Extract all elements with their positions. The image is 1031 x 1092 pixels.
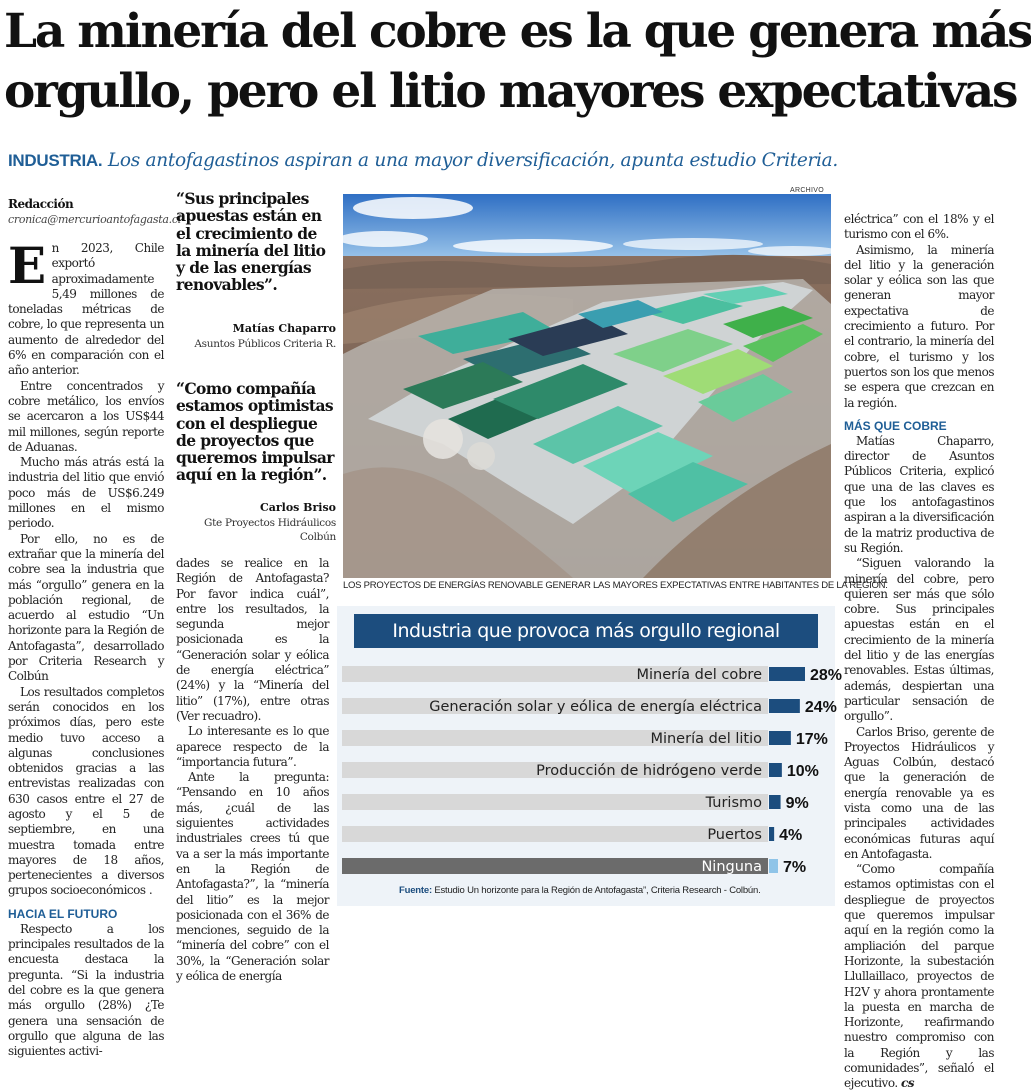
end-mark: cs [900, 1076, 915, 1091]
drop-cap: E [8, 236, 46, 295]
category-band [342, 826, 768, 842]
paragraph: “Siguen valorando la minería del cobre, pero quieren ser más que sólo cobre. Sus principales apuestas están en el crecimiento de la minería del litio y de las energías renovables. Estas últimas, además, despiertan una particular sensación de orgullo”. [844, 556, 994, 724]
section-heading: MÁS QUE COBRE [844, 418, 947, 433]
paragraph: Entre concentrados y cobre metálico, los envíos se acercaron a los US$44 mil millones, según reporte de Aduanas. [8, 378, 164, 454]
bar [769, 731, 791, 745]
data-label: 4% [779, 827, 803, 844]
data-label: 9% [785, 795, 809, 812]
bar [769, 795, 781, 809]
data-label: 7% [783, 859, 807, 876]
paragraph: dades se realice en la Región de Antofagasta? Por favor indica cuál”, entre los resultados, la segunda mejor posicionada es la “Generación solar y eólica de energía eléctrica” (24%) y la “Minería del litio” (17%), entre otras (Ver recuadro). [176, 556, 329, 723]
category-band [342, 794, 768, 810]
section-heading: HACIA EL FUTURO [8, 906, 118, 921]
pull-quote-2: “Como compañía estamos optimistas con el despliegue de proyectos que queremos impulsar aquí en la región”. [176, 379, 334, 485]
paragraph [8, 236, 164, 379]
pull-quote-2-role: Gte Proyectos Hidráulicos Colbún [204, 517, 336, 543]
byline-email[interactable]: cronica@mercurioantofagasta.cl [8, 213, 181, 226]
paragraph [844, 862, 994, 1091]
paragraph: Lo interesante es lo que aparece respecto de la “importancia futura”. [176, 724, 329, 769]
category-label: Turismo [705, 795, 762, 811]
paragraph: Carlos Briso, gerente de Proyectos Hidráulicos y Aguas Colbún, destacó que la generación de energía renovable ya es vista como una de las principales actividades económicas futuras aquí en Antofagasta. [844, 724, 994, 861]
column-1 [8, 197, 181, 1059]
headline-line-2: orgullo, pero el litio mayores expectativas [4, 64, 1017, 119]
paragraph: Los resultados completos serán conocidos en los próximos días, pero este medio tuvo acceso a algunas conclusiones obtenidos gracias a las entrevistas realizadas con 630 casos entre el 27 de agosto y el 5 de septiembre, en una muestra tomada entre mayores de 18 años, pertenecientes a diversos grupos socioeconómicos . [8, 684, 164, 898]
category-label: Puertos [707, 827, 762, 843]
data-label: 28% [810, 667, 843, 684]
headline [4, 2, 1031, 122]
category-label: Minería del cobre [636, 667, 762, 683]
chart-source-label: Fuente: [399, 885, 432, 896]
pull-quote-1-role: Asuntos Públicos Criteria R. [194, 338, 336, 350]
category-label: Generación solar y eólica de energía eléctrica [429, 699, 762, 715]
pull-quote-1: “Sus principales apuestas están en el crecimiento de la minería del litio y de las energías renovables”. [176, 189, 326, 295]
bar-chart [337, 606, 843, 906]
column-4 [844, 212, 994, 1092]
category-label: Ninguna [701, 859, 762, 875]
section-tag: INDUSTRIA. [8, 151, 103, 170]
column-2 [176, 556, 329, 984]
data-label: 24% [804, 699, 837, 716]
byline-name: Redacción [8, 197, 74, 211]
category-label: Minería del litio [650, 731, 762, 747]
salt-flat-photo [343, 194, 831, 578]
photo-credit: ARCHIVO [790, 187, 824, 194]
data-label: 17% [795, 731, 828, 748]
paragraph: Mucho más atrás está la industria del litio que envió poco más de US$6.249 millones en el mismo periodo. [8, 455, 164, 531]
bar [769, 699, 800, 713]
bar [769, 827, 774, 841]
chart-plot [337, 606, 843, 906]
subhead [8, 149, 998, 173]
paragraph: Respecto a los principales resultados de la encuesta destaca la pregunta. “Si la industria del cobre es la que genera más orgullo (28%) ¿Te genera una sensación de orgullo que alguna de las siguientes activi- [8, 921, 164, 1059]
photo-caption: LOS PROYECTOS DE ENERGÍAS RENOVABLE GENERAR LAS MAYORES EXPECTATIVAS ENTRE HABITANTES DE LA REGIÓN. [343, 580, 888, 591]
paragraph: Matías Chaparro, director de Asuntos Públicos Criteria, explicó que una de las claves es que los antofagastinos aspiran a la diversificación de la matriz productiva de su Región. [844, 433, 994, 555]
deck: Los antofagastinos aspiran a una mayor diversificación, apunta estudio Criteria. [107, 150, 838, 171]
paragraph-text: n 2023, Chile exportó aproximadamente 5,49 millones de toneladas métricas de cobre, lo que representa un aumento de alrededor del 6% en comparación con el año anterior. [8, 241, 164, 378]
chart-title: Industria que provoca más orgullo regional [354, 614, 818, 648]
chart-source-text: Estudio Un horizonte para la Región de Antofagasta”, Criteria Research - Colbún. [431, 885, 761, 896]
data-label: 10% [786, 763, 819, 780]
pull-quote-2-name: Carlos Briso [259, 501, 336, 514]
paragraph: Por ello, no es de extrañar que la minería del cobre sea la industria que más “orgullo” genera en la población regional, de acuerdo al estudio “Un horizonte para la Región de Antofagasta”, desarrollado por Criteria Research y Colbún [8, 531, 164, 684]
paragraph-text: “Como compañía estamos optimistas con el despliegue de proyectos que queremos impulsar aquí en la región como la ampliación del parque Horizonte, la subestación Llullaillaco, proyectos de H2V y ahora prontamente la puesta en marcha de Horizonte, reafirmando nuestro compromiso con la Región y las comunidades”, señaló el ejecutivo. [844, 862, 994, 1091]
pull-quote-1-name: Matías Chaparro [232, 322, 336, 335]
chart-source [399, 885, 761, 896]
bar [769, 667, 805, 681]
lithium-ponds-illustration [343, 194, 831, 578]
paragraph: Asimismo, la minería del litio y la generación solar y eólica son las que generan mayor expectativa de crecimiento a futuro. Por el contrario, la minería del cobre, el turismo y los puertos son los que menos se espera que crezcan en la región. [844, 242, 994, 410]
paragraph: eléctrica” con el 18% y el turismo con el 6%. [844, 212, 994, 242]
bar [769, 859, 778, 873]
headline-line-1: La minería del cobre es la que genera más [4, 4, 1031, 59]
paragraph: Ante la pregunta: “Pensando en 10 años más, ¿cuál de las siguientes actividades industriales crees tú que va a ser la más importante en la Región de Antofagasta?”, la “minería del litio” es la mejor posicionada con el 36% de menciones, seguido de la “minería del cobre” con el 30%, la “Generación solar y eólica de energía [176, 770, 329, 984]
category-label: Producción de hidrógeno verde [536, 763, 762, 779]
bar [769, 763, 782, 777]
